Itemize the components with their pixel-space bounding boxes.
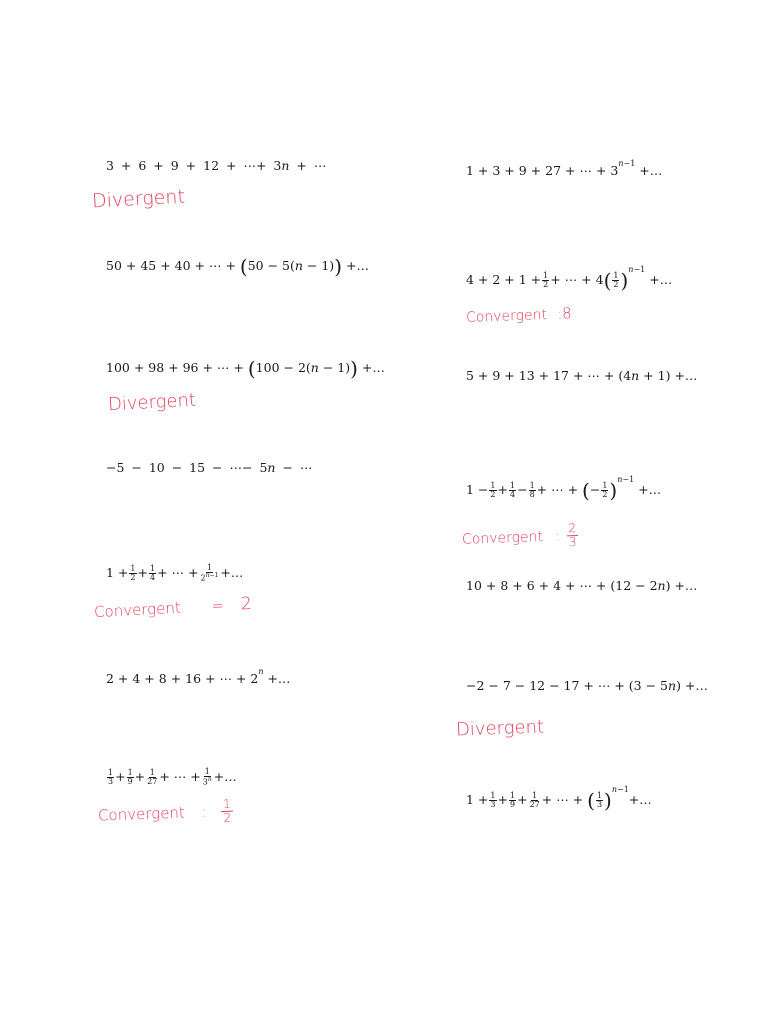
sum-value: 8 [561, 304, 572, 323]
convergent-label: Convergent [97, 803, 186, 825]
series-9: 4 + 2 + 1 + $\frac{1}{2}$ + ⋯ + 4( $\frac{1}{2}$ )$^{n-1}$ +… [466, 265, 673, 293]
series-10: 5 + 9 + 13 + 17 + ⋯ + (4n + 1) +… [466, 368, 698, 383]
sum-numerator: 2 [566, 522, 578, 537]
convergent-label: Convergent [461, 528, 544, 548]
convergent-label: Convergent [93, 598, 182, 622]
annotation-convergent-11 [462, 522, 579, 553]
equals-sign: = [211, 596, 225, 615]
sum-denominator: 2 [223, 810, 232, 826]
series-1: 3 + 6 + 9 + 12 + ⋯+ 3n + ⋯ [106, 158, 327, 173]
series-12: 10 + 8 + 6 + 4 + ⋯ + (12 − 2n) +… [466, 578, 698, 593]
annotation-divergent-1: Divergent [91, 185, 186, 213]
annotation-convergent-7 [98, 798, 234, 830]
sum-value: 2 [240, 593, 253, 615]
annotation-convergent-9 [466, 306, 572, 325]
series-2: 50 + 45 + 40 + ⋯ + (50 − 5(n − 1)) +… [106, 254, 369, 279]
sum-numerator: 1 [221, 798, 233, 813]
annotation-convergent-5 [93, 593, 253, 622]
sum-fraction [566, 522, 579, 550]
annotation-divergent-13: Divergent [455, 716, 545, 741]
colon-sign: : [201, 802, 207, 821]
series-13: −2 − 7 − 12 − 17 + ⋯ + (3 − 5n) +… [466, 678, 708, 693]
colon-sign: : [557, 306, 563, 323]
series-11: 1 − $\frac{1}{2}$ + $\frac{1}{4}$ − $\frac{1}{8}$ + ⋯ + (− $\frac{1}{2}$ )$^{n-1}$ +… [466, 475, 662, 503]
series-5: 1 + $\frac{1}{2}$ + $\frac{1}{4}$ + ⋯ + $\frac{1}{2^{n-1}}$ +… [106, 563, 244, 584]
colon-sign: : [555, 528, 561, 545]
series-14: 1 + $\frac{1}{3}$ + $\frac{1}{9}$ + $\frac{1}{27}$ + ⋯ + ( $\frac{1}{3}$ )$^{n-1}$+… [466, 785, 652, 813]
convergent-label: Convergent [465, 307, 548, 326]
series-4: −5 − 10 − 15 − ⋯− 5n − ⋯ [106, 460, 313, 475]
sum-fraction [221, 798, 234, 826]
sum-denominator: 3 [568, 535, 577, 550]
annotation-divergent-3: Divergent [107, 389, 197, 416]
series-6: 2 + 4 + 8 + 16 + ⋯ + $2^n$ +… [106, 667, 291, 686]
series-3: 100 + 98 + 96 + ⋯ + (100 − 2(n − 1)) +… [106, 356, 385, 381]
series-8: 1 + 3 + 9 + 27 + ⋯ + $3^{n-1}$ +… [466, 159, 663, 178]
series-7: $\frac{1}{3}$ + $\frac{1}{9}$ + $\frac{1}{27}$ + ⋯ + $\frac{1}{3^n}$ +… [108, 767, 237, 788]
